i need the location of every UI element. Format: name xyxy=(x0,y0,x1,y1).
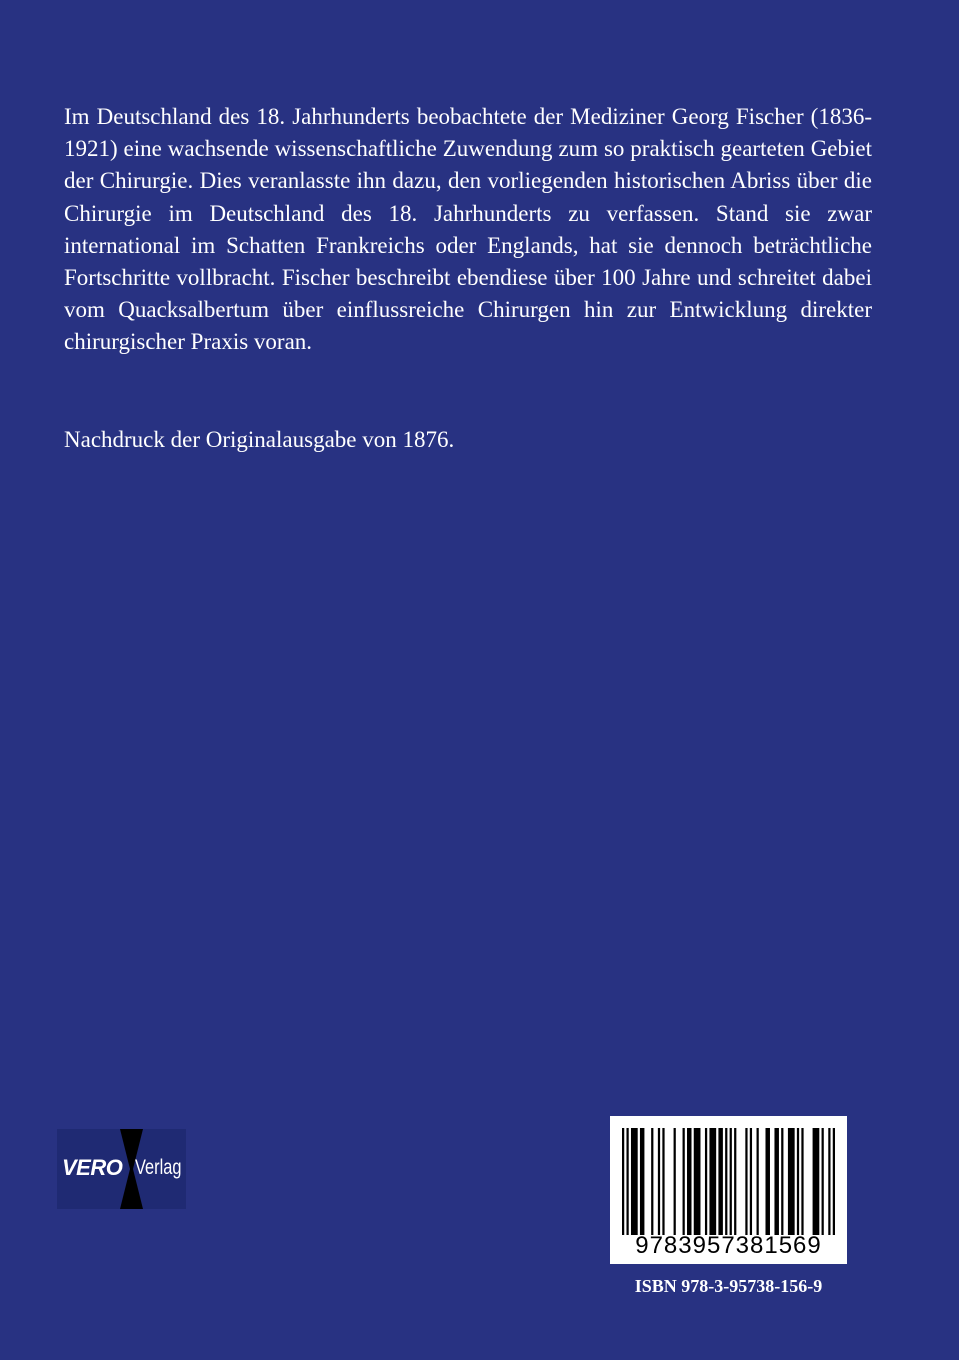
barcode-bar xyxy=(662,1128,664,1235)
barcode-bar xyxy=(631,1128,638,1235)
barcode-bar xyxy=(797,1128,799,1235)
barcode-bar xyxy=(765,1128,769,1235)
barcode-bar xyxy=(822,1128,824,1235)
barcode-bar xyxy=(658,1128,660,1235)
barcode-bar xyxy=(694,1128,701,1235)
barcode-bar xyxy=(725,1128,727,1235)
barcode-digits: 9783957381569 xyxy=(635,1232,822,1259)
barcode-bar xyxy=(622,1128,624,1235)
barcode-bar xyxy=(683,1128,685,1235)
barcode-bar xyxy=(801,1128,803,1235)
barcode-bar xyxy=(774,1128,778,1235)
barcode-bar xyxy=(709,1128,716,1235)
barcode-bar xyxy=(828,1128,830,1235)
barcode-bar xyxy=(781,1128,783,1235)
barcode-bar xyxy=(640,1128,644,1235)
barcode-bar xyxy=(833,1128,835,1235)
barcode-bar xyxy=(813,1128,820,1235)
barcode-bar xyxy=(674,1128,676,1235)
barcode-bar xyxy=(651,1128,653,1235)
barcode-bar xyxy=(745,1128,747,1235)
barcode-bar xyxy=(734,1128,736,1235)
isbn-barcode xyxy=(610,1116,847,1264)
barcode-bar xyxy=(788,1128,795,1235)
back-cover-blurb: Im Deutschland des 18. Jahrhunderts beobachtete der Mediziner Georg Fischer (1836-1921) eine wachsende wissenschaftliche Zuwendung zum so praktisch gearteten Gebiet der Chirurgie. Dies veranlasste ihn dazu, den vorliegenden historischen Abriss über die Chirurgie im Deutschland des 18. Jahrhunderts zu verfassen. Stand sie zwar international im Schatten Frankreichs oder Englands, hat sie dennoch beträchtliche Fortschritte vollbracht. Fischer beschreibt ebendiese über 100 Jahre und schreitet dabei vom Quacksalbertum über einflussreiche Chirurgen hin zur Entwicklung direkter chirurgischer Praxis voran. xyxy=(64,104,872,355)
barcode-bar xyxy=(757,1128,759,1235)
barcode-bar xyxy=(626,1128,628,1235)
barcode-bar xyxy=(705,1128,707,1235)
isbn-label: ISBN 978-3-95738-156-9 xyxy=(634,1276,823,1296)
logo-vero-text: VERO xyxy=(62,1155,123,1180)
barcode-bar xyxy=(718,1128,722,1235)
barcode-bars xyxy=(622,1128,835,1235)
barcode-bar xyxy=(750,1128,752,1235)
barcode-bar xyxy=(730,1128,732,1235)
barcode-bar xyxy=(687,1128,691,1235)
publisher-logo xyxy=(57,1129,186,1209)
reprint-note: Nachdruck der Originalausgabe von 1876. xyxy=(64,427,455,452)
logo-verlag-text: Verlag xyxy=(135,1156,182,1179)
